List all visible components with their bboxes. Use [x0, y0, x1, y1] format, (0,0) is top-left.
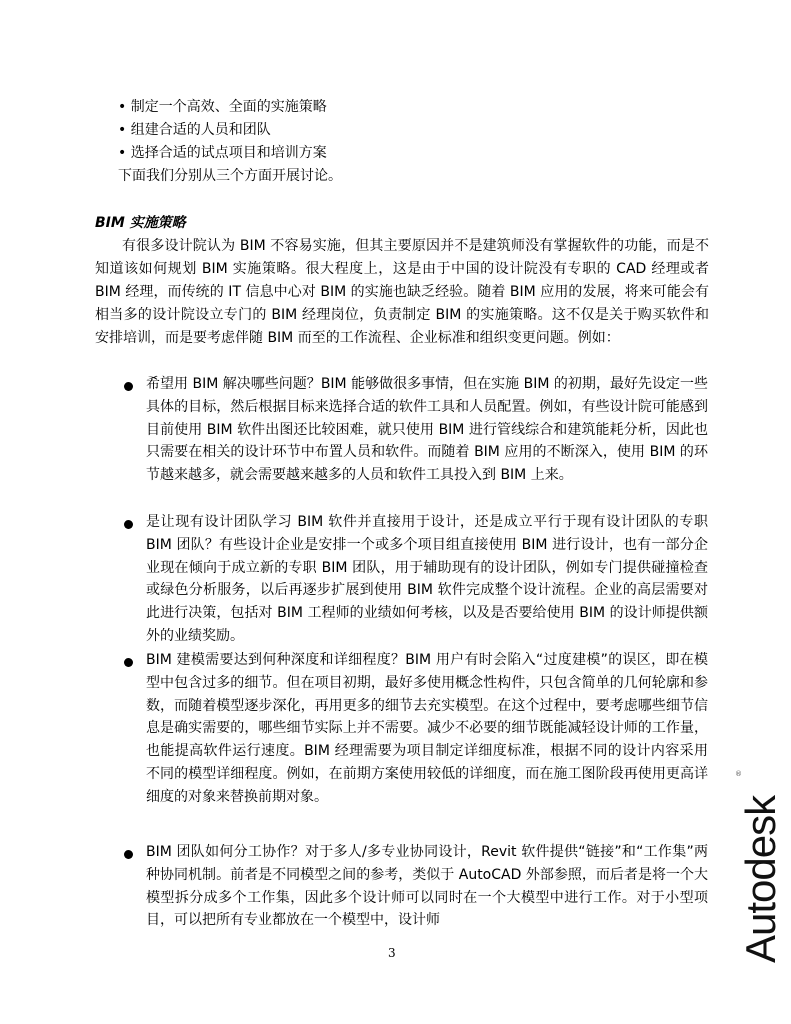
- bullet-dot-icon: [124, 520, 133, 529]
- intro-item: • 组建合适的人员和团队: [118, 122, 271, 138]
- intro-item: • 选择合适的试点项目和培训方案: [118, 145, 327, 161]
- section-title: BIM 实施策略: [95, 215, 186, 231]
- intro-summary: 下面我们分别从三个方面开展讨论。: [118, 168, 342, 184]
- bullet-dot-icon: [124, 658, 133, 667]
- list-item: BIM 团队如何分工协作？对于多人/多专业协同设计，Revit 软件提供“链接”和“工作集”两种协同机制。前者是不同模型之间的参考，类似于 AutoCAD 外部参照，而后者是将一个大模型拆分成多个工作集，因此多个设计师可以同时在一个大模型中进行工作。对于小型项目，可以把所有专业都放在一个模型中，设计师: [146, 844, 708, 929]
- bullet-dot-icon: [124, 850, 133, 859]
- intro-item: • 制定一个高效、全面的实施策略: [118, 99, 327, 115]
- registered-mark: ®: [735, 770, 742, 778]
- page-number: 3: [388, 946, 396, 960]
- intro-list: [118, 96, 342, 188]
- list-item: 是让现有设计团队学习 BIM 软件并直接用于设计，还是成立平行于现有设计团队的专职 BIM 团队？有些设计企业是安排一个或多个项目组直接使用 BIM 进行设计，也有一部分企业现在倾向于成立新的专职 BIM 团队，用于辅助现有的设计团队，例如专门提供碰撞检查或绿色分析服务，以后再逐步扩展到使用 BIM 软件完成整个设计流程。企业的高层需要对此进行决策，包括对 BIM 工程师的业绩如何考核，以及是否要给使用 BIM 的设计师提供额外的业绩奖励。: [146, 514, 708, 644]
- list-item: BIM 建模需要达到何种深度和详细程度？BIM 用户有时会陷入“过度建模”的误区，即在模型中包含过多的细节。但在项目初期，最好多使用概念性构件，只包含简单的几何轮廓和参数，而随着模型逐步深化，再用更多的细节去充实模型。在这个过程中，要考虑哪些细节信息是确实需要的，哪些细节实际上并不需要。减少不必要的细节既能减轻设计师的工作量，也能提高软件运行速度。BIM 经理需要为项目制定详细度标准，根据不同的设计内容采用不同的模型详细程度。例如，在前期方案使用较低的详细度，而在施工图阶段再使用更高详细度的对象来替换前期对象。: [146, 652, 708, 805]
- autodesk-logo: Autodesk: [737, 795, 784, 963]
- bullet-dot-icon: [124, 382, 133, 391]
- paragraph-text: 有很多设计院认为 BIM 不容易实施，但其主要原因并不是建筑师没有掌握软件的功能，而是不知道该如何规划 BIM 实施策略。很大程度上，这是由于中国的设计院没有专职的 CAD 经理或者 BIM 经理，而传统的 IT 信息中心对 BIM 的实施也缺乏经验。随着 BIM 应用的发展，将来可能会有相当多的设计院设立专门的 BIM 经理岗位，负责制定 BIM 的实施策略。这不仅是关于购买软件和安排培训，而是要考虑伴随 BIM 而至的工作流程、企业标准和组织变更问题。例如：: [95, 238, 709, 346]
- body-paragraph: [95, 235, 709, 350]
- list-item: 希望用 BIM 解决哪些问题？BIM 能够做很多事情，但在实施 BIM 的初期，最好先设定一些具体的目标，然后根据目标来选择合适的软件工具和人员配置。例如，有些设计院可能感到目前使用 BIM 软件出图还比较困难，就只使用 BIM 进行管线综合和建筑能耗分析，因此也只需要在相关的设计环节中布置人员和软件。而随着 BIM 应用的不断深入，使用 BIM 的环节越来越多，就会需要越来越多的人员和软件工具投入到 BIM 上来。: [146, 376, 708, 484]
